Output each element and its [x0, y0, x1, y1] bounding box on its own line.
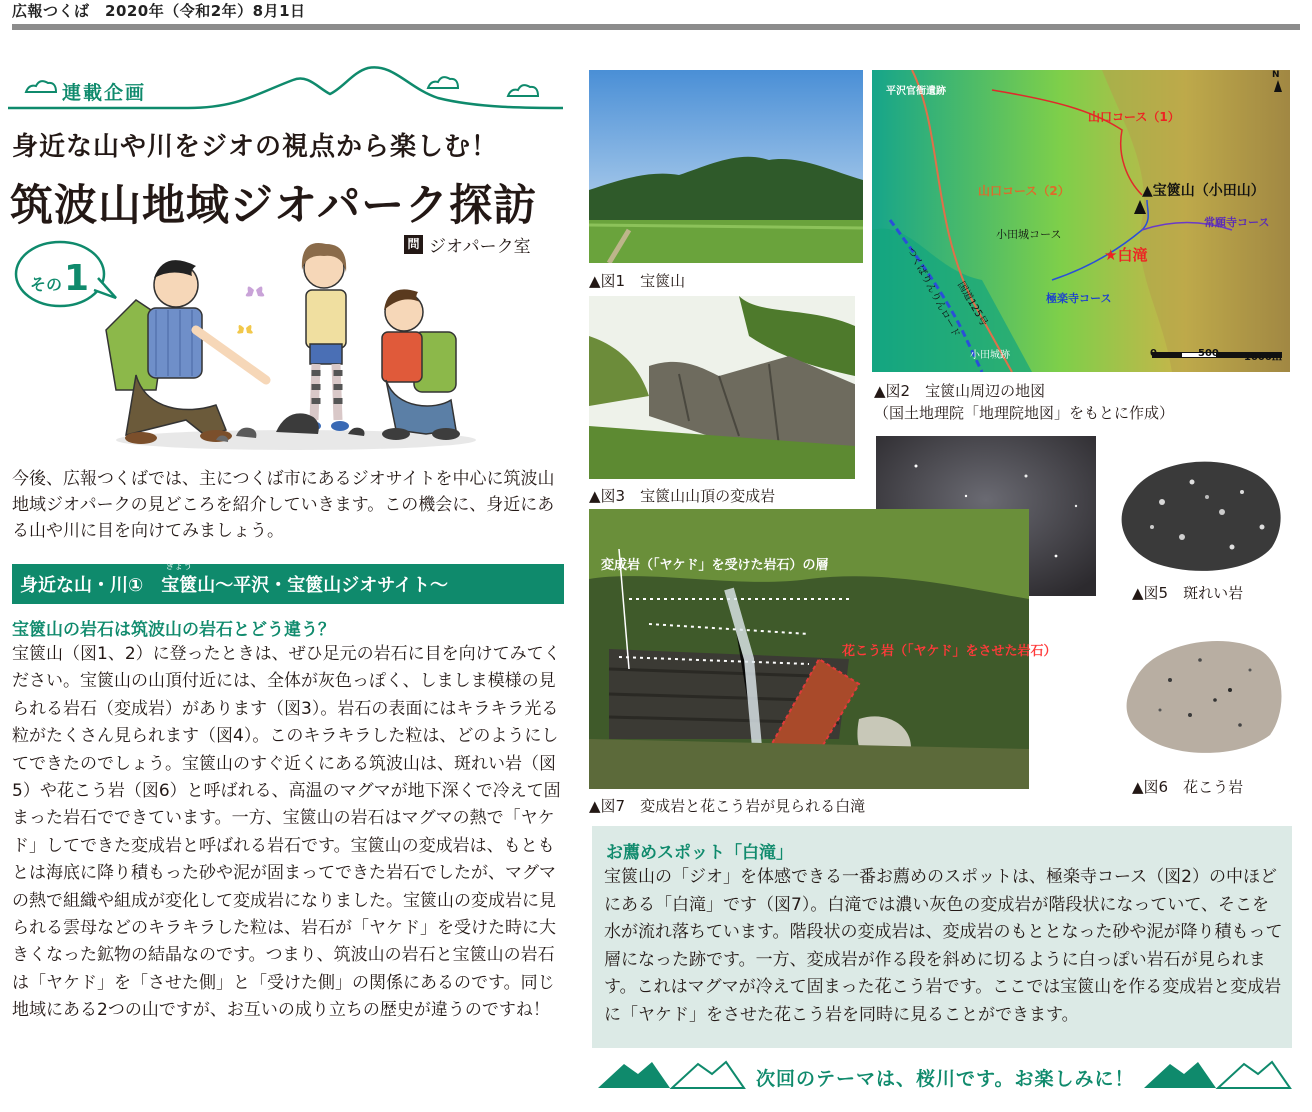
map-label-gokuraku: 極楽寺コース [1046, 292, 1112, 305]
page-title: 筑波山地域ジオパーク探訪 [10, 181, 538, 231]
episode-badge [30, 258, 89, 299]
department-name: ジオパーク室 [429, 237, 531, 257]
spot-title: お薦めスポット「白滝」 [606, 843, 793, 863]
fig2-source: （国土地理院「地理院地図」をもとに作成） [874, 404, 1175, 422]
section-main [161, 562, 216, 597]
masthead: 広報つくば 2020年（令和2年）8月1日 [12, 2, 306, 20]
fig1-caption: ▲図1 宝篋山 [589, 272, 686, 290]
fig6-granite-photo [1120, 630, 1288, 758]
section-header [12, 564, 564, 604]
map-scale-500: 500 [1198, 348, 1219, 359]
map-label-yamaguchi1: 山口コース（1） [1088, 110, 1180, 124]
fig3-summit-rock-photo [589, 296, 855, 479]
map-label-yamaguchi2: 山口コース（2） [978, 184, 1070, 198]
inquiry-mark-icon: 問 [404, 235, 423, 254]
fig1-mountain-photo [589, 70, 863, 263]
intro-paragraph: 今後、広報つくばでは、主につくば市にあるジオサイトを中心に筑波山地域ジオパークの見どころを紹介していきます。この機会に、身近にある山や川に目を向けてみましょう。 [12, 469, 555, 541]
fig7-caption: ▲図7 変成岩と花こう岩が見られる白滝 [589, 797, 866, 815]
map-label-site: 平沢官衙遺跡 [886, 86, 946, 97]
map-scale-1000: 1000ｍ [1244, 352, 1282, 363]
map-label-route125: 国道125号 [955, 280, 990, 329]
section-main-text: 宝篋山 [161, 575, 216, 596]
episode-number: 1 [64, 258, 90, 299]
fig5-gabbro-photo [1112, 452, 1288, 578]
top-rule [12, 24, 1300, 30]
map-label-cycling-road: つくばりんりんロード [904, 245, 962, 340]
fig7-metamorphic-label: 変成岩（「ヤケド」を受けた岩石）の層 [601, 558, 829, 573]
question-heading: 宝篋山の岩石は筑波山の岩石とどう違う？ [12, 620, 335, 640]
fig3-caption: ▲図3 宝篋山山頂の変成岩 [589, 487, 776, 505]
map-label-oda-course: 小田城コース [996, 228, 1062, 241]
body-paragraph: 宝篋山（図1、2）に登ったときは、ぜひ足元の岩石に目を向けてみてください。宝篋山の山頂付近には、全体が灰色っぽく、しましま模様の見られる岩石（変成岩）があります（図3）。岩石の表面にはキラキラ光る粒がたくさん見られます（図4）。このキラキラした粒は、どのようにしてできたのでしょう。宝篋山のすぐ近くにある筑波山は、斑れい岩（図5）や花こう岩（図6）と呼ばれる、高温のマグマが地下深くで冷えて固まった岩石でできています。一方、宝篋山の岩石はマグマの熱で「ヤケド」してできた変成岩と呼ばれる岩石です。宝篋山の変成岩は、もともとは海底に降り積もった砂や泥が固まってできた岩石でしたが、マグマの熱で組織や組成が変化して変成岩になりました。宝篋山の変成岩に見られる雲母などのキラキラした粒は、岩石が「ヤケド」を受けた時に大きくなった鉱物の結晶なのです。つまり、筑波山の岩石と宝篋山の岩石は「ヤケド」を「させた側」と「受けた側」の関係にあるのです。同じ地域にある2つの山ですが、お互いの成り立ちの歴史が違うのですね！ [12, 644, 561, 1021]
section-prefix: 身近な山・川① [20, 575, 162, 596]
map-label-jogan: 常願寺コース [1204, 216, 1270, 229]
map-north: N [1272, 70, 1280, 80]
section-ruby: きょう [165, 562, 193, 572]
fig2-caption: ▲図2 宝篋山周辺の地図 [874, 382, 1046, 400]
next-theme: 次回のテーマは、桜川です。お楽しみに！ [756, 1068, 1135, 1090]
page-subtitle: 身近な山や川をジオの視点から楽しむ！ [12, 132, 499, 162]
episode-prefix: その [30, 275, 63, 294]
section-suffix: ～平沢・宝篋山ジオサイト～ [215, 575, 448, 596]
hikers-illustration [96, 240, 476, 455]
fig7-granite-label: 花こう岩（「ヤケド」をさせた岩石） [842, 644, 1057, 659]
map-label-summit: ▲宝篋山（小田山） [1142, 183, 1265, 199]
map-label-shirataki: ★白滝 [1104, 246, 1148, 264]
fig6-caption: ▲図6 花こう岩 [1132, 778, 1244, 796]
series-label: 連載企画 [62, 82, 147, 104]
map-label-oda-ruins: 小田城跡 [970, 350, 1010, 361]
spot-text: 宝篋山の「ジオ」を体感できる一番お薦めのスポットは、極楽寺コース（図2）の中ほどにある「白滝」です（図7）。白滝では濃い灰色の変成岩が階段状になっていて、そこを水が流れ落ちています。階段状の変成岩は、変成岩のもととなった砂や泥が降り積もって層になった跡です。一方、変成岩が作る段を斜めに切るように白っぽい岩石が見られます。これはマグマが冷えて固まった花こう岩です。ここでは宝篋山を作る変成岩と変成岩に「ヤケド」をさせた花こう岩を同時に見ることができます。 [604, 867, 1283, 1025]
fig5-caption: ▲図5 斑れい岩 [1132, 584, 1244, 602]
map-scale-0: 0 [1150, 348, 1157, 359]
